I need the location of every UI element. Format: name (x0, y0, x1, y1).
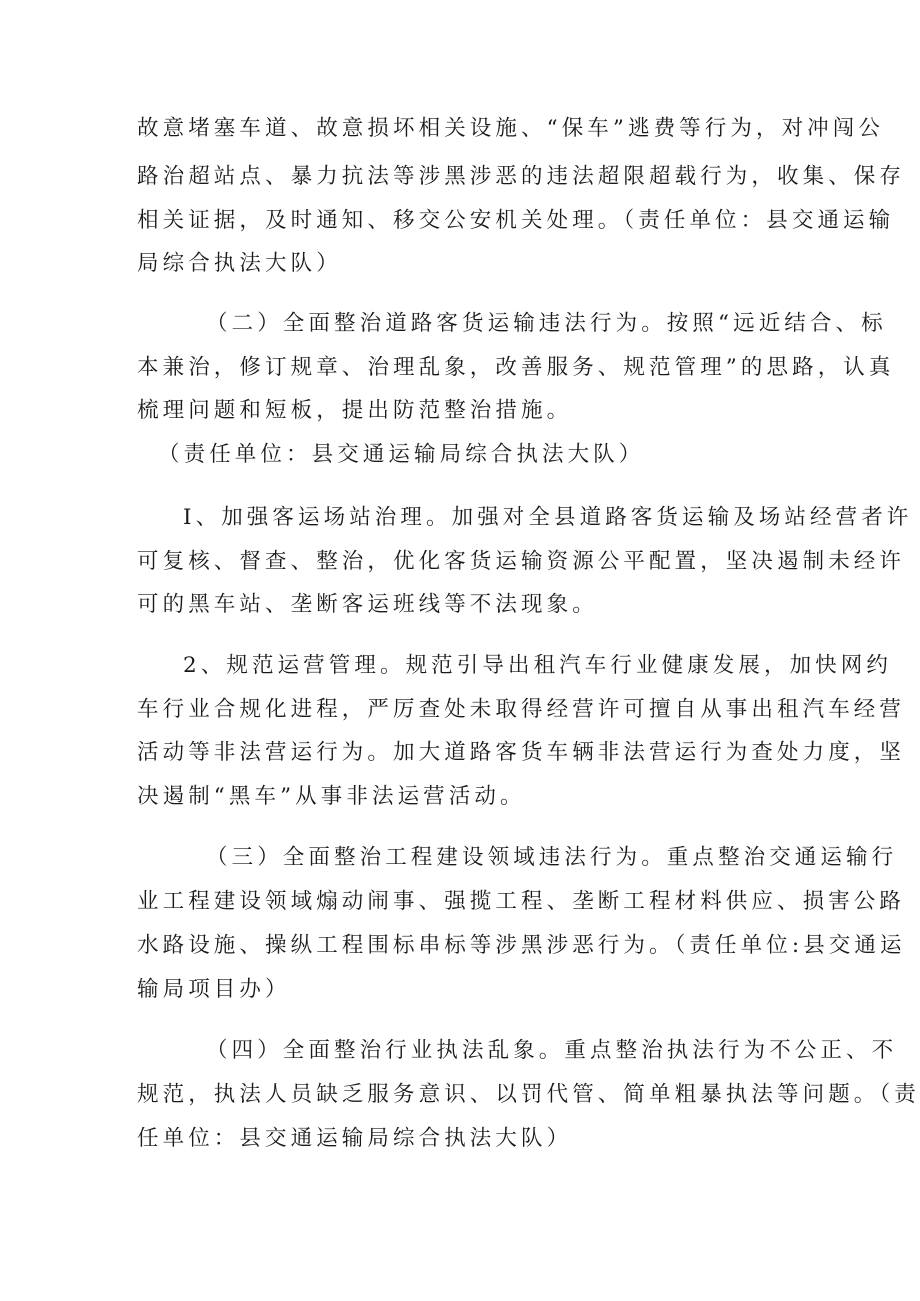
paragraph-5-line-4: 输局项目办） (137, 977, 291, 1002)
paragraph-2-line-1: （二）全面整治道路客货运输违法行为。按照“远近结合、标 (206, 311, 887, 336)
paragraph-3-line-3: 可的黑车站、垄断客运班线等不法现象。 (137, 592, 598, 617)
paragraph-3-line-1: I、加强客运场站治理。加强对全县道路客货运输及场站经营者许 (183, 505, 913, 530)
paragraph-2-line-2: 本兼治，修订规章、治理乱象，改善服务、规范管理”的思路，认真 (137, 355, 895, 380)
paragraph-6-line-2: 规范，执法人员缺乏服务意识、以罚代管、简单粗暴执法等问题。（责 (137, 1082, 920, 1107)
paragraph-3-line-2: 可复核、督查、整治，优化客货运输资源公平配置，坚决遏制未经许 (137, 549, 906, 574)
paragraph-2-line-3: 梳理问题和短板，提出防范整治措施。 (137, 398, 573, 423)
paragraph-1-line-3: 相关证据，及时通知、移交公安机关处理。（责任单位：县交通运输 (137, 208, 895, 233)
paragraph-4-line-2: 车行业合规化进程，严厉查处未取得经营许可擅自从事出租汽车经营 (137, 697, 906, 722)
paragraph-4-line-1: 2、规范运营管理。规范引导出租汽车行业健康发展，加快网约 (183, 653, 892, 678)
paragraph-6-line-1: （四）全面整治行业执法乱象。重点整治执法行为不公正、不 (206, 1038, 898, 1063)
paragraph-1-line-1: 故意堵塞车道、故意损坏相关设施、“保车”逃费等行为，对冲闯公 (137, 116, 884, 141)
paragraph-4-line-4: 决遏制“黑车”从事非法运营活动。 (137, 784, 526, 809)
paragraph-6-line-3: 任单位：县交通运输局综合执法大队） (137, 1126, 573, 1151)
paragraph-5-line-2: 业工程建设领域煽动闹事、强揽工程、垄断工程材料供应、损害公路 (137, 889, 906, 914)
paragraph-4-line-3: 活动等非法营运行为。加大道路客货车辆非法营运行为查处力度，坚 (137, 740, 906, 765)
paragraph-5-line-3: 水路设施、操纵工程围标串标等涉黑涉恶行为。（责任单位:县交通运 (137, 933, 906, 958)
paragraph-5-line-1: （三）全面整治工程建设领域违法行为。重点整治交通运输行 (206, 845, 898, 870)
paragraph-1-line-2: 路治超站点、暴力抗法等涉黑涉恶的违法超限超载行为，收集、保存 (137, 164, 906, 189)
paragraph-1-line-4: 局综合执法大队） (137, 251, 342, 276)
paragraph-2-line-4: （责任单位：县交通运输局综合执法大队） (158, 442, 645, 467)
